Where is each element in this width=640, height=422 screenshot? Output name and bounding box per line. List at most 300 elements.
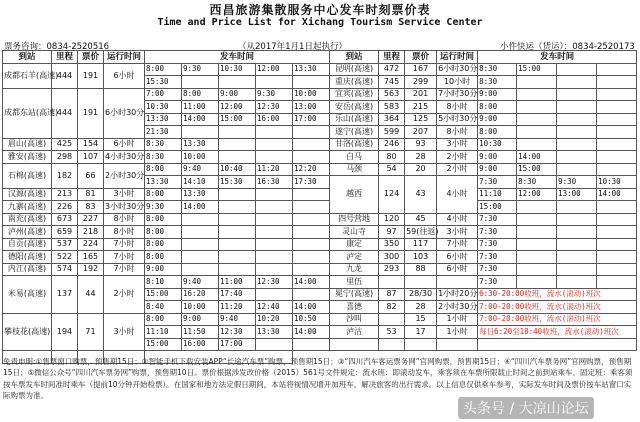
ticket-price: 117 bbox=[405, 238, 437, 251]
departure-time: 21:30 bbox=[145, 126, 182, 139]
distance bbox=[379, 338, 405, 351]
distance: 300 bbox=[379, 251, 405, 264]
departure-time: 7:30 bbox=[478, 238, 517, 251]
page-title: 西昌旅游集散服务中心发车时刻票价表 bbox=[209, 3, 431, 17]
ticket-price: 207 bbox=[405, 126, 437, 139]
ticket-price: 215 bbox=[405, 101, 437, 114]
ticket-price: 103 bbox=[405, 251, 437, 264]
distance: 80 bbox=[379, 151, 405, 164]
column-header: 发车时间 bbox=[145, 51, 330, 64]
schedule-body bbox=[3, 51, 637, 364]
run-time: 3小时 bbox=[437, 226, 478, 239]
ticket-price: 299 bbox=[405, 76, 437, 89]
departure-time: 8:00 bbox=[145, 238, 182, 251]
ticket-price: 44 bbox=[78, 276, 104, 314]
column-header: 运行时间 bbox=[437, 51, 478, 64]
ticket-price: 17 bbox=[405, 326, 437, 339]
departure-time: 8:00 bbox=[145, 226, 182, 239]
departure-time: 10:20 bbox=[256, 313, 293, 326]
departure-time bbox=[219, 263, 256, 276]
departure-time: 17:00 bbox=[293, 113, 330, 126]
departure-time: 13:30 bbox=[182, 138, 219, 151]
departure-time bbox=[219, 201, 256, 214]
column-header: 到站 bbox=[3, 51, 52, 64]
table-row bbox=[3, 201, 637, 214]
ticket-price: 93 bbox=[405, 138, 437, 151]
run-time: 8小时 bbox=[437, 101, 478, 114]
departure-time: 7:30 bbox=[478, 213, 517, 226]
run-time: 6小时30分 bbox=[104, 88, 145, 138]
departure-time: 7:30 bbox=[478, 176, 517, 189]
departure-time bbox=[256, 138, 293, 151]
departure-time: 9:00 bbox=[145, 263, 182, 276]
departure-time: 11:10 bbox=[145, 326, 182, 339]
departure-time bbox=[517, 126, 557, 139]
departure-time bbox=[597, 151, 637, 164]
run-time: 7小时 bbox=[104, 263, 145, 276]
ticket-price: 28 bbox=[405, 301, 437, 314]
departure-time: 8:00 bbox=[145, 188, 182, 201]
station-name: 南充(高速) bbox=[3, 213, 52, 226]
departure-time bbox=[557, 226, 597, 239]
ticket-price: 66 bbox=[78, 163, 104, 188]
departure-time: 17:00 bbox=[219, 338, 256, 351]
run-time: 4小时 bbox=[437, 176, 478, 214]
ticket-price: 83 bbox=[78, 201, 104, 214]
station-name: 泸沽 bbox=[330, 326, 379, 339]
departure-time: 9:30 bbox=[182, 63, 219, 76]
departure-time bbox=[517, 238, 557, 251]
departure-time: 8:30 bbox=[145, 151, 182, 164]
run-time: 8小时 bbox=[437, 126, 478, 139]
distance: 97 bbox=[379, 226, 405, 239]
departure-time bbox=[597, 163, 637, 176]
departure-time bbox=[293, 76, 330, 89]
departure-time: 9:30 bbox=[256, 88, 293, 101]
table-row bbox=[3, 276, 637, 289]
station-name: 泸定 bbox=[330, 251, 379, 264]
departure-time: 13:30 bbox=[256, 326, 293, 339]
departure-time: 7:30 bbox=[478, 276, 517, 289]
ticket-price: 81 bbox=[78, 188, 104, 201]
ticket-price: 227 bbox=[78, 213, 104, 226]
run-time: 4小时30分 bbox=[104, 151, 145, 164]
distance: 293 bbox=[379, 263, 405, 276]
departure-time bbox=[182, 263, 219, 276]
station-name: 九龙 bbox=[330, 263, 379, 276]
station-name: 九寨(高速) bbox=[3, 201, 52, 214]
departure-time: 6:30-20:00收班，流水(滚动)班次 bbox=[478, 288, 637, 301]
run-time: 6小时 bbox=[437, 251, 478, 264]
departure-time bbox=[517, 76, 557, 89]
departure-time: 15:00 bbox=[517, 63, 557, 76]
departure-time: 12:30 bbox=[256, 276, 293, 289]
distance: 673 bbox=[52, 213, 78, 226]
effective-date: （从2017年1月1日起执行） bbox=[238, 42, 347, 52]
ticket-price: 45 bbox=[405, 213, 437, 226]
departure-time: 7:30 bbox=[478, 263, 517, 276]
departure-time: 14:00 bbox=[182, 113, 219, 126]
departure-time: 14:00 bbox=[517, 151, 557, 164]
schedule-table bbox=[2, 50, 637, 364]
departure-time: 12:00 bbox=[219, 101, 256, 114]
departure-time bbox=[517, 101, 557, 114]
column-header: 发车时间 bbox=[478, 51, 637, 64]
departure-time: 14:10 bbox=[182, 176, 219, 189]
departure-time bbox=[597, 126, 637, 139]
station-name: 里伍 bbox=[330, 276, 379, 289]
departure-time bbox=[256, 263, 293, 276]
station-name: 康定 bbox=[330, 238, 379, 251]
distance: 364 bbox=[379, 113, 405, 126]
departure-time bbox=[557, 151, 597, 164]
departure-time bbox=[256, 188, 293, 201]
departure-time bbox=[256, 76, 293, 89]
departure-time: 13:30 bbox=[293, 63, 330, 76]
departure-time bbox=[219, 138, 256, 151]
departure-time: 9:00 bbox=[478, 151, 517, 164]
distance: 298 bbox=[52, 151, 78, 164]
run-time: 3小时 bbox=[104, 313, 145, 351]
ticket-price: 165 bbox=[78, 251, 104, 264]
departure-time bbox=[219, 226, 256, 239]
departure-time: 11:10 bbox=[478, 188, 517, 201]
departure-time: 9:00 bbox=[478, 88, 517, 101]
departure-time bbox=[597, 238, 637, 251]
departure-time bbox=[219, 251, 256, 264]
distance: 472 bbox=[379, 63, 405, 76]
departure-time bbox=[597, 276, 637, 289]
station-name: 沙叫 bbox=[330, 313, 379, 326]
ticket-price: 192 bbox=[78, 263, 104, 276]
departure-time: 17:30 bbox=[293, 176, 330, 189]
departure-time bbox=[293, 263, 330, 276]
departure-time bbox=[182, 226, 219, 239]
departure-time bbox=[256, 288, 293, 301]
departure-time bbox=[182, 126, 219, 139]
departure-time bbox=[219, 238, 256, 251]
departure-time: 8:00 bbox=[182, 88, 219, 101]
run-time: 6小时30分 bbox=[437, 63, 478, 76]
station-name bbox=[330, 338, 379, 351]
departure-time bbox=[256, 226, 293, 239]
departure-time bbox=[517, 138, 557, 151]
departure-time: 9:40 bbox=[182, 276, 219, 289]
run-time: 7小时 bbox=[104, 238, 145, 251]
departure-time bbox=[293, 288, 330, 301]
table-row bbox=[3, 151, 637, 164]
ticket-price: 201 bbox=[405, 88, 437, 101]
departure-time: 10:00 bbox=[182, 151, 219, 164]
column-header: 到站 bbox=[330, 51, 379, 64]
distance: 226 bbox=[52, 201, 78, 214]
distance: 583 bbox=[379, 101, 405, 114]
distance: 87 bbox=[379, 288, 405, 301]
departure-time: 13:00 bbox=[293, 101, 330, 114]
station-name: 内江(高速) bbox=[3, 263, 52, 276]
departure-time bbox=[293, 201, 330, 214]
departure-time: 14:00 bbox=[182, 201, 219, 214]
departure-time: 9:00 bbox=[219, 88, 256, 101]
departure-time: 14:00 bbox=[293, 276, 330, 289]
departure-time: 12:00 bbox=[256, 63, 293, 76]
watermark: 头条号 / 大凉山论坛 bbox=[458, 397, 594, 419]
distance bbox=[379, 276, 405, 289]
departure-time: 8:30 bbox=[478, 76, 517, 89]
ticket-price: 88 bbox=[405, 263, 437, 276]
ticket-price: 43 bbox=[405, 176, 437, 214]
departure-time bbox=[256, 201, 293, 214]
ticket-price: 154 bbox=[78, 138, 104, 151]
ticket-phone: 票务咨询：0834-2520516 bbox=[4, 42, 110, 52]
departure-time: 12:20 bbox=[293, 163, 330, 176]
distance: 659 bbox=[52, 226, 78, 239]
ticket-price: 218 bbox=[78, 226, 104, 239]
distance: 444 bbox=[52, 88, 78, 138]
departure-time bbox=[182, 213, 219, 226]
departure-time: 8:30 bbox=[478, 63, 517, 76]
distance: 246 bbox=[379, 138, 405, 151]
departure-time: 7:30 bbox=[478, 251, 517, 264]
distance: 537 bbox=[52, 238, 78, 251]
departure-time: 每日6:20至18:40收班，流水(滚动)班次 bbox=[478, 326, 637, 339]
departure-time bbox=[517, 213, 557, 226]
departure-time: 8:30 bbox=[145, 138, 182, 151]
station-name: 昆明(高速) bbox=[330, 63, 379, 76]
station-name: 石棉(高速) bbox=[3, 163, 52, 188]
departure-time: 13:30 bbox=[145, 113, 182, 126]
departure-time: 13:00 bbox=[557, 188, 597, 201]
departure-time bbox=[219, 188, 256, 201]
departure-time bbox=[256, 238, 293, 251]
departure-time bbox=[557, 88, 597, 101]
departure-time bbox=[597, 263, 637, 276]
run-time bbox=[437, 338, 478, 351]
station-name: 喜德 bbox=[330, 301, 379, 314]
run-time: 6小时 bbox=[437, 263, 478, 276]
departure-time bbox=[557, 113, 597, 126]
departure-time bbox=[557, 101, 597, 114]
departure-time: 9:40 bbox=[182, 163, 219, 176]
station-name: 德阳(高速) bbox=[3, 251, 52, 264]
departure-time: 10:30 bbox=[597, 176, 637, 189]
distance: 745 bbox=[379, 76, 405, 89]
departure-time: 8:00 bbox=[478, 126, 517, 139]
run-time: 7小时30分 bbox=[437, 88, 478, 101]
run-time: 1小时20分 bbox=[437, 288, 478, 301]
departure-time: 10:50 bbox=[293, 313, 330, 326]
departure-time: 15:00 bbox=[219, 113, 256, 126]
departure-time: 8:00 bbox=[145, 163, 182, 176]
departure-time bbox=[293, 251, 330, 264]
departure-time: 8:00 bbox=[478, 101, 517, 114]
ticket-price: 28 bbox=[405, 151, 437, 164]
departure-time bbox=[293, 338, 330, 351]
departure-time bbox=[517, 113, 557, 126]
departure-time: 10:30 bbox=[219, 63, 256, 76]
ticket-price bbox=[405, 276, 437, 289]
departure-time bbox=[219, 213, 256, 226]
departure-time bbox=[256, 213, 293, 226]
distance bbox=[379, 313, 405, 326]
ticket-price: 20 bbox=[405, 163, 437, 176]
run-time: 8小时 bbox=[104, 213, 145, 226]
run-time: 2小时 bbox=[437, 163, 478, 176]
departure-time bbox=[557, 63, 597, 76]
departure-time bbox=[557, 263, 597, 276]
departure-time bbox=[557, 76, 597, 89]
departure-time bbox=[597, 213, 637, 226]
distance: 53 bbox=[379, 326, 405, 339]
departure-time: 15:30 bbox=[219, 176, 256, 189]
departure-time bbox=[256, 251, 293, 264]
departure-time: 9:00 bbox=[182, 313, 219, 326]
departure-time bbox=[597, 251, 637, 264]
departure-time: 8:30 bbox=[517, 176, 557, 189]
station-name: 成都石羊(高速) bbox=[3, 63, 52, 88]
station-name: 攀枝花(高速) bbox=[3, 313, 52, 351]
ticket-price: 167 bbox=[405, 63, 437, 76]
table-row bbox=[3, 251, 637, 264]
table-row bbox=[3, 163, 637, 176]
station-name: 汉源(高速) bbox=[3, 188, 52, 201]
ticket-price: 71 bbox=[78, 313, 104, 351]
departure-time bbox=[517, 263, 557, 276]
distance: 444 bbox=[52, 63, 78, 88]
station-name: 雅安(高速) bbox=[3, 151, 52, 164]
departure-time bbox=[557, 251, 597, 264]
departure-time bbox=[517, 201, 557, 214]
station-name: 泸州(高速) bbox=[3, 226, 52, 239]
ticket-price bbox=[405, 338, 437, 351]
distance: 137 bbox=[52, 276, 78, 314]
ticket-price: 59(往返) bbox=[405, 226, 437, 239]
departure-time bbox=[557, 238, 597, 251]
departure-time bbox=[293, 238, 330, 251]
departure-time bbox=[517, 226, 557, 239]
departure-time bbox=[517, 276, 557, 289]
station-name: 灵山寺 bbox=[330, 226, 379, 239]
departure-time: 11:20 bbox=[256, 163, 293, 176]
departure-time bbox=[256, 338, 293, 351]
run-time: 3小时 bbox=[104, 188, 145, 201]
page-subtitle: Time and Price List for Xichang Tourism Service Center bbox=[157, 17, 483, 28]
departure-time bbox=[219, 76, 256, 89]
distance: 425 bbox=[52, 138, 78, 151]
column-header: 运行时间 bbox=[104, 51, 145, 64]
distance: 194 bbox=[52, 313, 78, 351]
run-time bbox=[437, 276, 478, 289]
departure-time bbox=[597, 101, 637, 114]
departure-time: 13:30 bbox=[182, 188, 219, 201]
column-header: 里程 bbox=[52, 51, 78, 64]
departure-time: 16:00 bbox=[256, 113, 293, 126]
departure-time: 16:30 bbox=[256, 176, 293, 189]
departure-time bbox=[293, 138, 330, 151]
run-time: 1小时 bbox=[437, 313, 478, 326]
run-time: 6小时 bbox=[104, 63, 145, 88]
departure-time bbox=[478, 338, 637, 351]
run-time: 6小时 bbox=[104, 138, 145, 151]
departure-time: 8:00 bbox=[145, 313, 182, 326]
departure-time: 9:30 bbox=[145, 201, 182, 214]
run-time: 2小时30分 bbox=[104, 163, 145, 188]
table-row bbox=[3, 313, 637, 326]
station-name: 宜宾(高速) bbox=[330, 88, 379, 101]
departure-time bbox=[219, 151, 256, 164]
departure-time bbox=[293, 188, 330, 201]
departure-time bbox=[293, 151, 330, 164]
run-time: 2小时 bbox=[437, 151, 478, 164]
run-time: 1小时 bbox=[437, 326, 478, 339]
run-time: 3小时 bbox=[437, 138, 478, 151]
departure-time: 8:00 bbox=[145, 63, 182, 76]
distance: 213 bbox=[52, 188, 78, 201]
ticket-price: 125 bbox=[405, 113, 437, 126]
header-row bbox=[3, 51, 637, 64]
station-name: 安岳(高速) bbox=[330, 101, 379, 114]
ticket-price: 107 bbox=[78, 151, 104, 164]
station-name: 遂宁(高速) bbox=[330, 126, 379, 139]
departure-time: 9:00 bbox=[478, 113, 517, 126]
departure-time bbox=[557, 213, 597, 226]
departure-time bbox=[517, 251, 557, 264]
run-time: 3小时30分 bbox=[104, 201, 145, 214]
table-row bbox=[3, 226, 637, 239]
departure-time bbox=[293, 126, 330, 139]
table-row bbox=[3, 263, 637, 276]
departure-time: 10:00 bbox=[293, 88, 330, 101]
departure-time bbox=[219, 126, 256, 139]
departure-time bbox=[182, 251, 219, 264]
station-name: 白马 bbox=[330, 151, 379, 164]
departure-time bbox=[597, 113, 637, 126]
departure-time: 11:50 bbox=[182, 326, 219, 339]
station-name: 冕宁(高速) bbox=[330, 288, 379, 301]
departure-time: 12:00 bbox=[517, 188, 557, 201]
departure-time: 17:40 bbox=[219, 288, 256, 301]
departure-time: 15:00 bbox=[145, 288, 182, 301]
table-row bbox=[3, 238, 637, 251]
distance: 522 bbox=[52, 251, 78, 264]
ticket-price: 224 bbox=[78, 238, 104, 251]
departure-time: 11:00 bbox=[182, 101, 219, 114]
departure-time bbox=[557, 163, 597, 176]
run-time: 7小时 bbox=[104, 251, 145, 264]
departure-time: 12:30 bbox=[219, 326, 256, 339]
departure-time: 7:00 bbox=[145, 88, 182, 101]
departure-time: 16:20 bbox=[182, 288, 219, 301]
departure-time: 15:00 bbox=[517, 163, 557, 176]
ticket-price: 191 bbox=[78, 63, 104, 88]
departure-time bbox=[557, 276, 597, 289]
departure-time: 8:10 bbox=[145, 276, 182, 289]
column-header: 票价 bbox=[78, 51, 104, 64]
departure-time: 8:00 bbox=[145, 213, 182, 226]
departure-time: 12:30 bbox=[256, 101, 293, 114]
run-time: 7小时 bbox=[437, 238, 478, 251]
ticket-price: 28/30 bbox=[405, 288, 437, 301]
ticket-price: 15 bbox=[405, 313, 437, 326]
departure-time bbox=[182, 76, 219, 89]
departure-time: 10:00 bbox=[182, 301, 219, 314]
table-row bbox=[3, 88, 637, 101]
station-name: 自贡(高速) bbox=[3, 238, 52, 251]
departure-time bbox=[597, 88, 637, 101]
column-header: 里程 bbox=[379, 51, 405, 64]
departure-time: 8:40 bbox=[145, 301, 182, 314]
departure-time: 12:40 bbox=[256, 301, 293, 314]
